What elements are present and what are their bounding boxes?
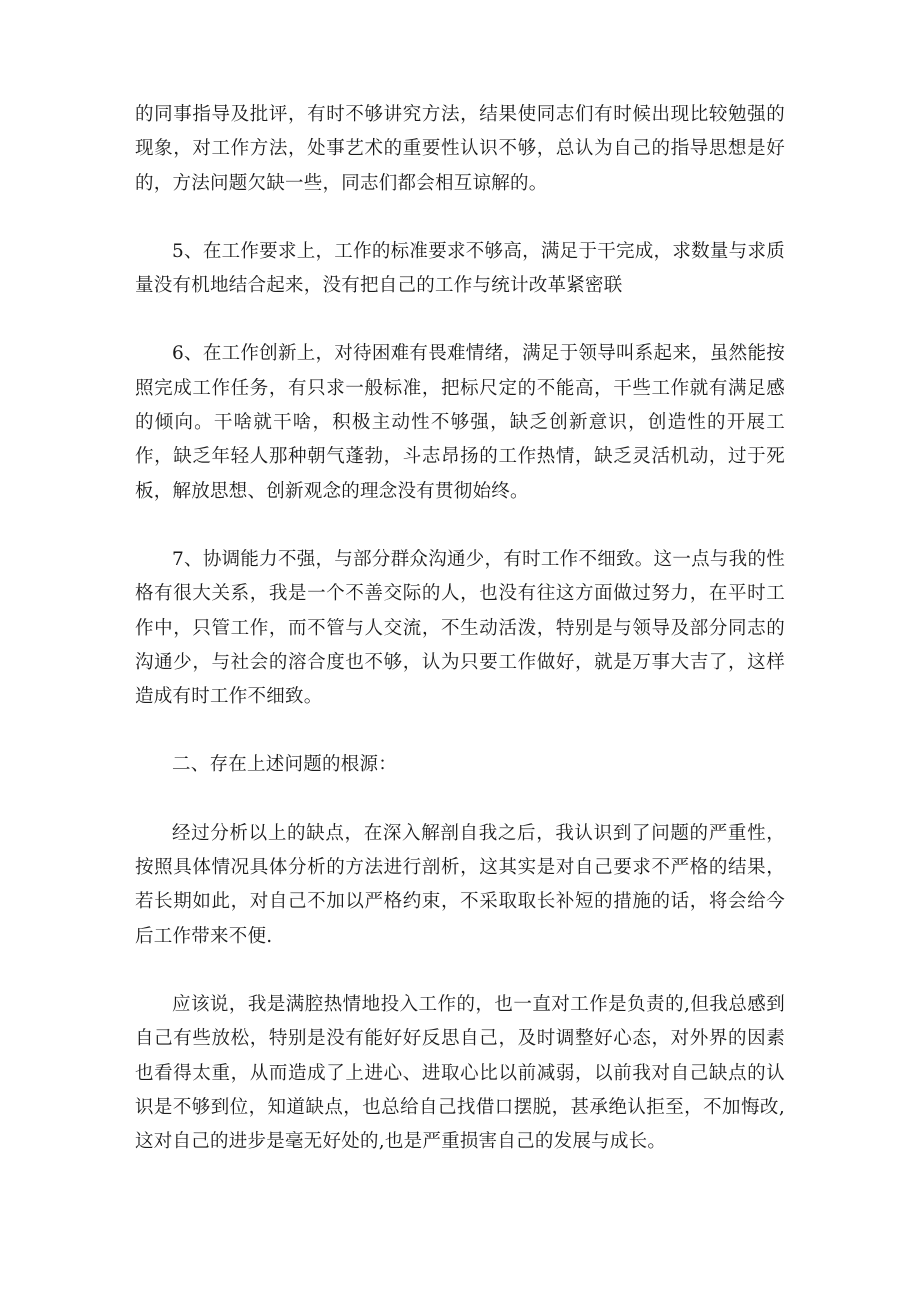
paragraph-item-5: 5、在工作要求上，工作的标准要求不够高，满足于干完成，求数量与求质量没有机地结合起来，没有把自己的工作与统计改革紧密联 (135, 240, 785, 297)
section-heading: 二、存在上述问题的根源： (172, 754, 398, 776)
paragraph-continuation: 的同事指导及批评，有时不够讲究方法，结果使同志们有时候出现比较勉强的现象，对工作方法，处事艺术的重要性认识不够，总认为自己的指导思想是好的，方法问题欠缺一些，同志们都会相互谅解的。 (135, 104, 785, 194)
document-page (135, 98, 785, 1159)
paragraph-item-6: 6、在工作创新上，对待困难有畏难情绪，满足于领导叫系起来，虽然能按照完成工作任务，有只求一般标准，把标尺定的不能高，干些工作就有满足感的倾向。干啥就干啥，积极主动性不够强，缺乏创新意识，创造性的开展工作，缺乏年轻人那种朝气蓬勃，斗志昂扬的工作热情，缺乏灵活机动，过于死板，解放思想、创新观念的理念没有贯彻始终。 (135, 343, 785, 502)
paragraph-analysis: 经过分析以上的缺点，在深入解剖自我之后，我认识到了问题的严重性，按照具体情况具体分析的方法进行剖析，这其实是对自己要求不严格的结果，若长期如此，对自己不加以严格约束，不采取取长补短的措施的话，将会给今后工作带来不便. (135, 822, 785, 947)
paragraph-reflection: 应该说，我是满腔热情地投入工作的，也一直对工作是负责的,但我总感到自己有些放松，特别是没有能好好反思自己，及时调整好心态，对外界的因素也看得太重，从而造成了上进心、进取心比以前减弱，以前我对自己缺点的认识是不够到位，知道缺点，也总给自己找借口摆脱，甚承绝认拒至，不加悔改,这对自己的进步是毫无好处的,也是严重损害自己的发展与成长。 (135, 993, 785, 1153)
paragraph-item-7: 7、协调能力不强，与部分群众沟通少，有时工作不细致。这一点与我的性格有很大关系，我是一个不善交际的人，也没有往这方面做过努力，在平时工作中，只管工作，而不管与人交流，不生动活泼，特别是与领导及部分同志的沟通少，与社会的溶合度也不够，认为只要工作做好，就是万事大吉了，这样造成有时工作不细致。 (135, 548, 785, 708)
